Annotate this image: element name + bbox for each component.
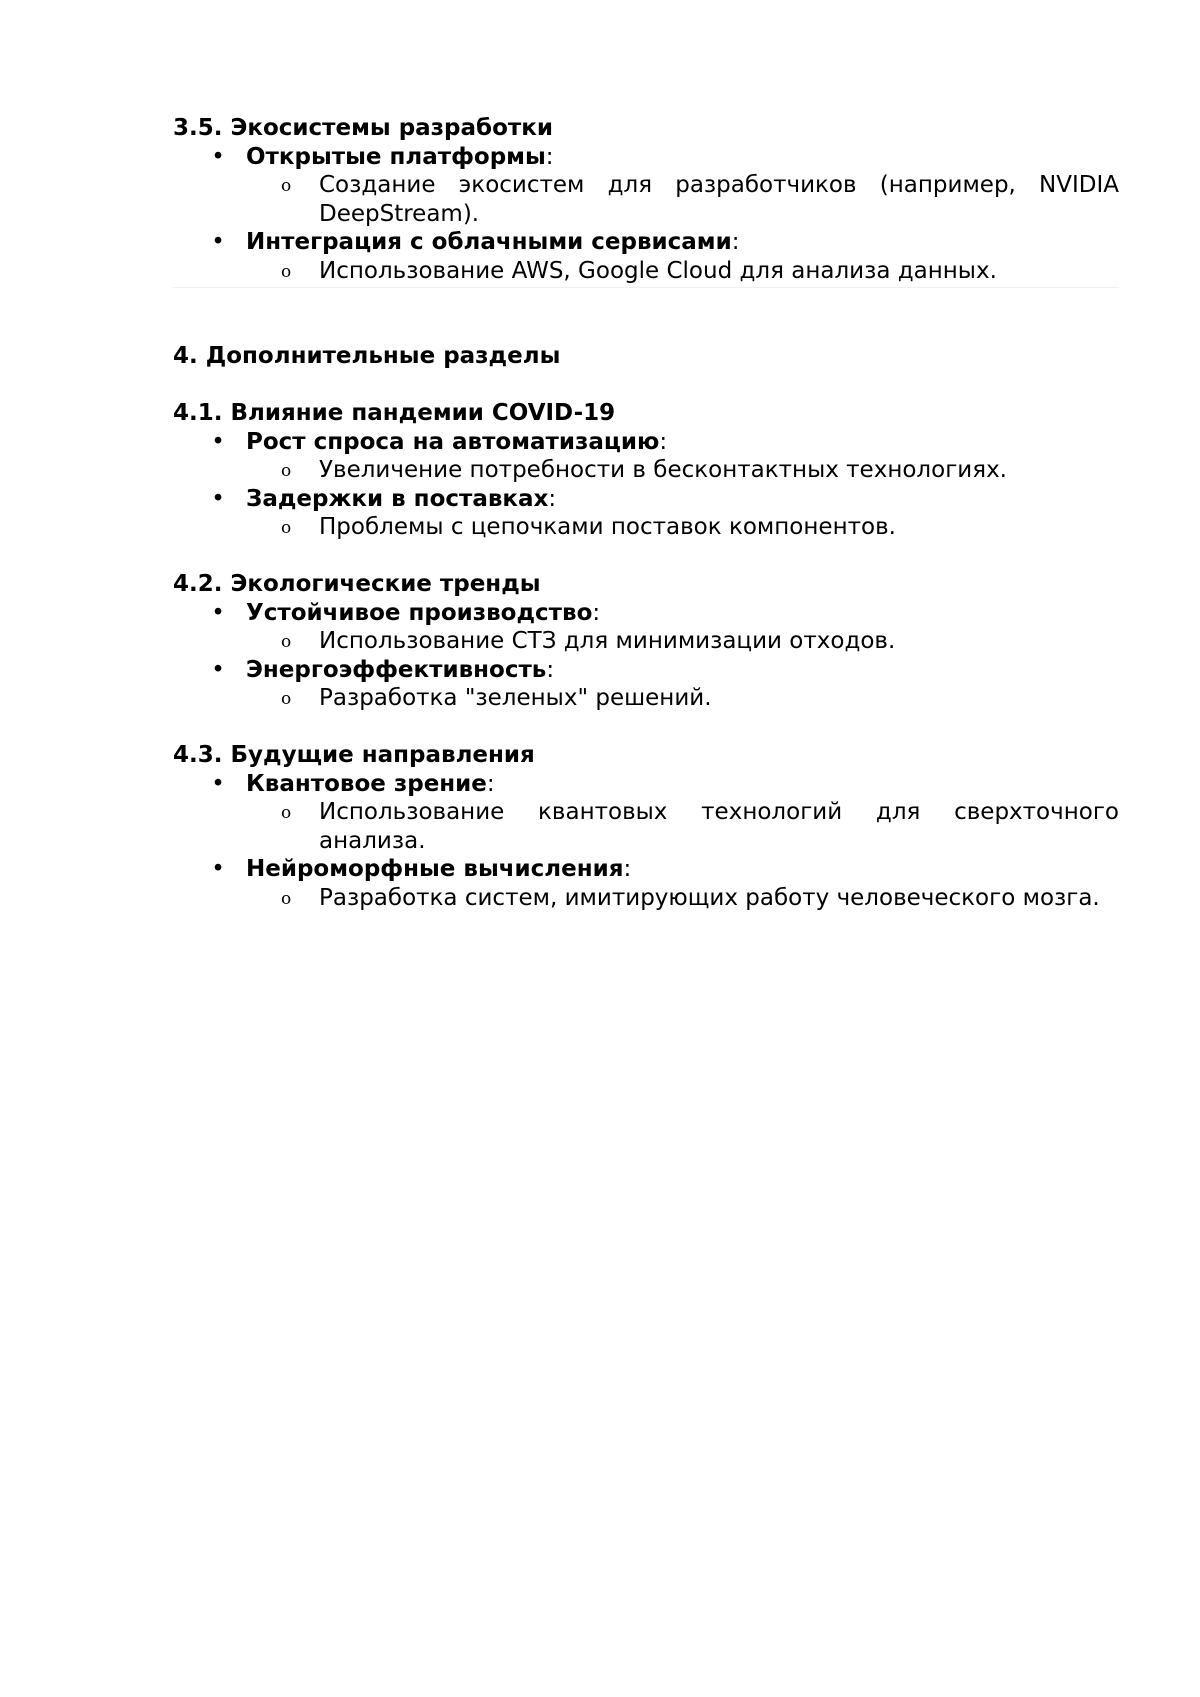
section-3-5 xyxy=(173,114,1119,285)
sub-marker: o xyxy=(281,261,292,282)
bullet-label: Задержки в поставках xyxy=(246,485,549,512)
sub-marker: o xyxy=(281,176,292,196)
sub-item xyxy=(173,513,1119,542)
bullet-item xyxy=(173,656,1119,685)
sub-marker: o xyxy=(281,632,292,652)
bullet-colon: : xyxy=(545,143,554,170)
section-4-1 xyxy=(173,399,1119,542)
bullet-item xyxy=(173,770,1119,799)
section-heading: 4.3. Будущие направления xyxy=(173,742,535,768)
bullet-colon: : xyxy=(548,485,557,512)
bullet-label: Интеграция с облачными сервисами xyxy=(246,229,732,255)
sub-item xyxy=(173,257,1119,286)
bullet-item xyxy=(173,855,1119,884)
sub-item-text: Использование квантовых технологий для сверхточного анализа. xyxy=(319,799,1119,854)
sub-marker: o xyxy=(281,689,292,709)
section-heading: 3.5. Экосистемы разработки xyxy=(173,115,553,141)
bullet-colon: : xyxy=(623,856,632,882)
bullet-item xyxy=(173,228,1119,257)
sub-item xyxy=(173,456,1119,485)
sub-marker: o xyxy=(281,888,292,909)
sub-item-text: Разработка "зеленых" решений. xyxy=(319,685,712,711)
bullet-marker: • xyxy=(211,143,225,170)
bullet-marker: • xyxy=(211,856,225,882)
section-heading: 4. Дополнительные разделы xyxy=(173,343,561,369)
sub-item xyxy=(173,627,1119,656)
bullet-label: Квантовое зрение xyxy=(246,770,487,797)
bullet-marker: • xyxy=(211,770,225,797)
sub-marker: o xyxy=(281,518,292,538)
sub-item-text: Проблемы с цепочками поставок компонентов. xyxy=(319,514,896,540)
sub-item-text: Создание экосистем для разработчиков (например, NVIDIA DeepStream). xyxy=(319,172,1119,227)
bullet-colon: : xyxy=(592,599,601,626)
bullet-marker: • xyxy=(211,485,225,512)
sub-marker: o xyxy=(281,461,292,481)
bullet-colon: : xyxy=(546,656,555,683)
sub-item-text: Разработка систем, имитирующих работу человеческого мозга. xyxy=(319,884,1100,911)
sub-marker: o xyxy=(281,803,292,823)
bullet-item xyxy=(173,485,1119,514)
bullet-marker: • xyxy=(211,229,225,255)
bullet-item xyxy=(173,599,1119,628)
bullet-item xyxy=(173,428,1119,457)
bullet-label: Рост спроса на автоматизацию xyxy=(246,428,660,455)
bullet-marker: • xyxy=(211,599,225,626)
bullet-label: Открытые платформы xyxy=(246,143,546,170)
blank-line xyxy=(173,713,1119,742)
sub-item-text: Использование AWS, Google Cloud для анализа данных. xyxy=(319,257,997,284)
sub-item-text: Использование СТЗ для минимизации отходов. xyxy=(319,628,896,654)
section-heading: 4.1. Влияние пандемии COVID-19 xyxy=(173,400,616,426)
bullet-item xyxy=(173,143,1119,172)
sub-item xyxy=(173,884,1119,913)
sub-item xyxy=(173,684,1119,713)
blank-line xyxy=(173,314,1119,343)
sub-item-text: Увеличение потребности в бесконтактных технологиях. xyxy=(319,457,1007,483)
section-4-2 xyxy=(173,570,1119,713)
bullet-label: Энергоэффективность xyxy=(246,656,547,683)
bullet-colon: : xyxy=(486,770,495,797)
section-4-3 xyxy=(173,741,1119,912)
bullet-marker: • xyxy=(211,656,225,683)
sub-item xyxy=(173,798,1119,855)
blank-line xyxy=(173,371,1119,400)
section-heading: 4.2. Экологические тренды xyxy=(173,571,541,597)
bullet-label: Нейроморфные вычисления xyxy=(246,856,624,882)
divider xyxy=(173,287,1119,288)
section-separator xyxy=(173,285,1119,314)
section-4 xyxy=(173,342,1119,371)
bullet-label: Устойчивое производство xyxy=(246,599,593,626)
blank-line xyxy=(173,542,1119,571)
bullet-marker: • xyxy=(211,428,225,455)
bullet-colon: : xyxy=(731,229,740,255)
sub-item xyxy=(173,171,1119,228)
document-body xyxy=(173,114,1119,912)
bullet-colon: : xyxy=(659,428,668,455)
